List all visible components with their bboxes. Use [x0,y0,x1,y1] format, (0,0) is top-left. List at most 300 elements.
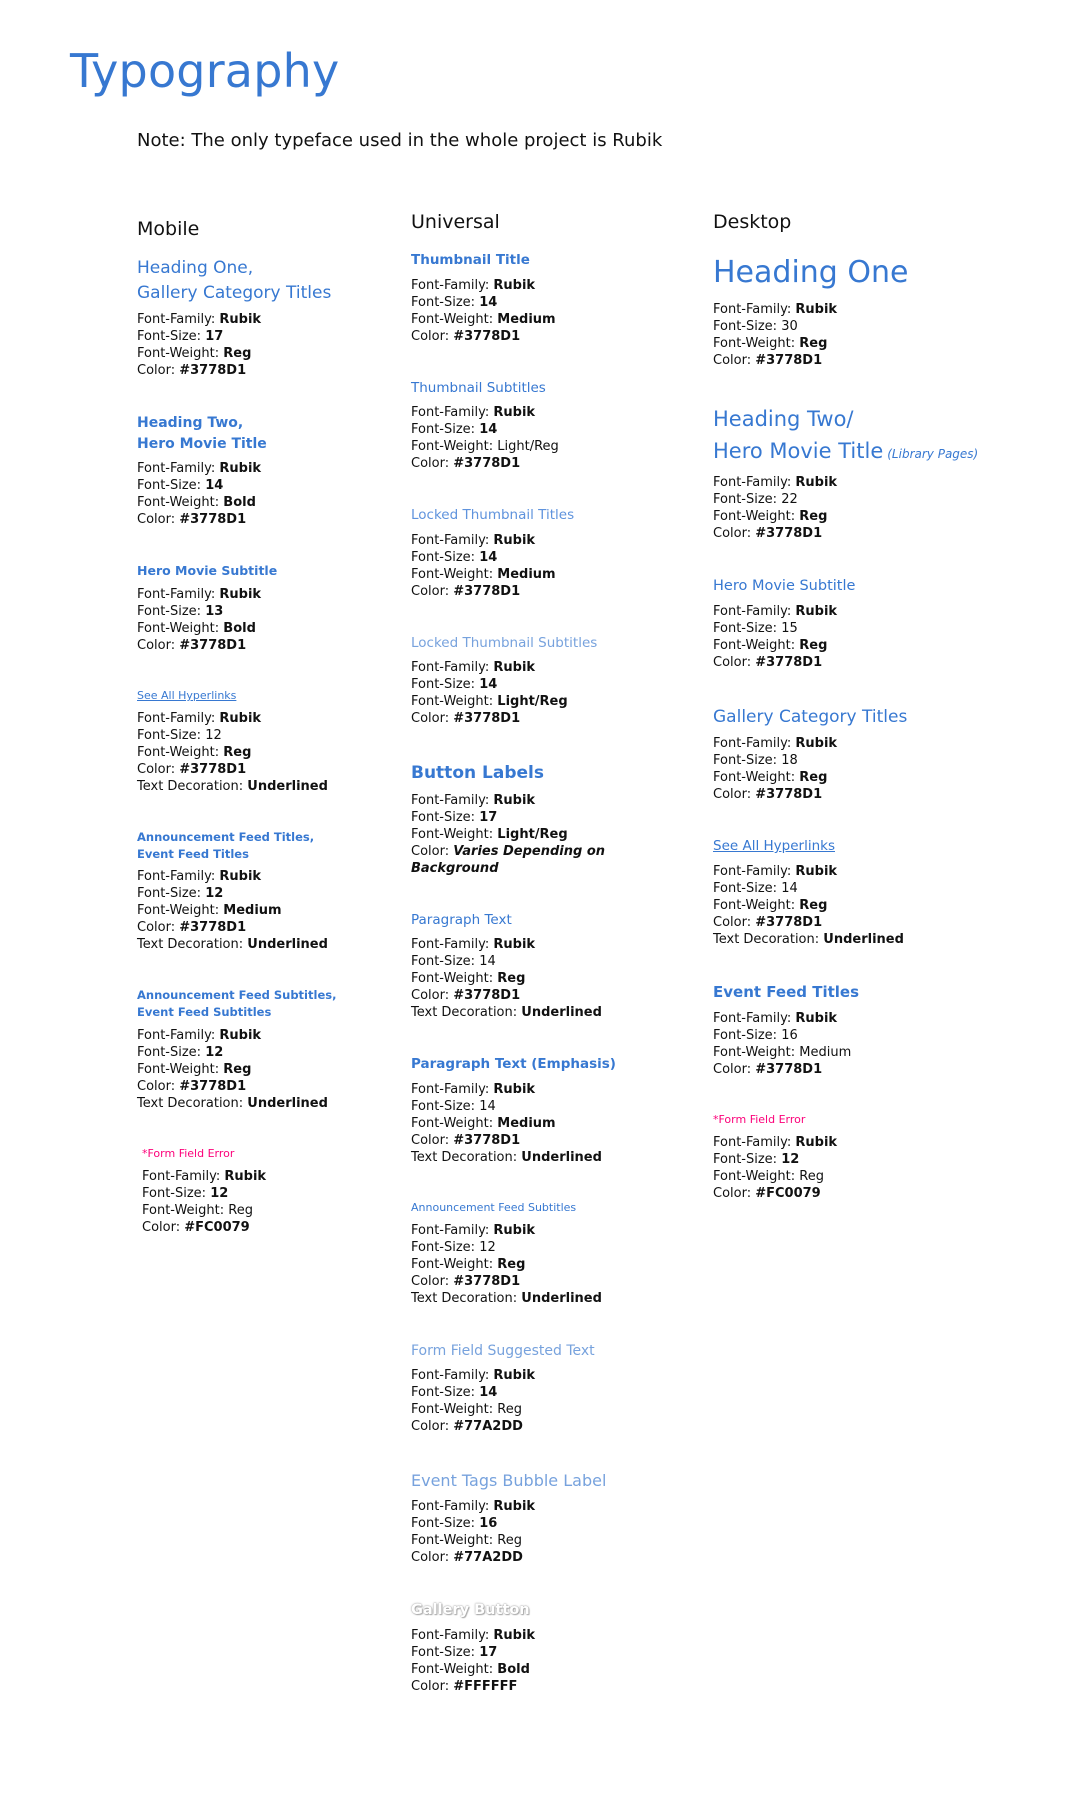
spec-label: Color: [713,525,756,541]
spec-label: Color: [411,583,454,599]
spec-value: 12 [781,1151,800,1167]
spec-value: #3778D1 [453,1133,521,1149]
spec-title-line: Thumbnail Title [411,252,530,268]
spec-line [411,1004,691,1021]
spec-gallery-button [411,1600,691,1695]
spec-line [411,1661,691,1678]
spec-line [137,1078,387,1095]
spec-line [713,752,1053,769]
spec-value: #3778D1 [453,328,521,344]
spec-label: Font-Family: [411,532,494,548]
spec-title [137,829,387,862]
spec-value: #3778D1 [755,787,823,803]
spec-line [713,1027,1053,1044]
spec-label: Color: [713,914,756,930]
spec-value: Underlined [521,1150,602,1166]
spec-line [137,477,387,494]
spec-label: Font-Weight: Reg [411,1533,522,1549]
spec-value: Reg [497,1256,526,1272]
spec-title-line: See All Hyperlinks [137,689,237,702]
spec-line [137,494,387,511]
spec-label: Font-Weight: [137,903,224,919]
spec-line [411,1627,691,1644]
spec-label: Color: [411,843,454,859]
spec-title-line: Event Feed Subtitles [137,1004,272,1019]
spec-label: Font-Size: 16 [713,1027,798,1043]
spec-label: Font-Family: [713,736,796,752]
spec-line [411,421,691,438]
spec-value: #3778D1 [179,920,247,936]
spec-label: Color: [137,511,180,527]
universal-heading: Universal [411,211,500,233]
spec-title [411,506,691,526]
spec-title [411,1055,691,1075]
spec-value: Medium [497,311,556,327]
spec-value: #3778D1 [755,914,823,930]
spec-line [411,693,691,710]
desktop-heading: Desktop [713,211,792,233]
spec-line [411,583,691,600]
spec-value: #3778D1 [179,638,247,653]
spec-line [411,404,691,421]
spec-line [411,1549,691,1566]
spec-title [713,705,1053,730]
spec-value: 14 [479,677,498,693]
spec-line [411,566,691,583]
spec-line [137,710,387,727]
spec-line [713,1151,1053,1168]
spec-value: #3778D1 [179,761,247,777]
spec-line [411,1098,691,1115]
spec-title-line: Gallery Category Titles [137,282,332,303]
spec-mobile-form-error [142,1146,387,1236]
spec-label: Font-Size: 12 [411,1239,496,1255]
spec-value: Varies Depending on Background [411,843,606,876]
spec-label: Font-Size: 15 [713,620,798,636]
spec-line [713,301,1053,318]
spec-label: Text Decoration: [411,1150,522,1166]
spec-value: #3778D1 [179,511,247,527]
spec-title-line: Announcement Feed Subtitles, [137,988,337,1003]
spec-line [713,769,1053,786]
spec-label: Font-Weight: [411,1662,498,1678]
spec-value: Rubik [795,736,838,752]
spec-value: 16 [479,1516,498,1532]
spec-value: Rubik [795,863,838,879]
spec-thumbnail-subtitles [411,379,691,473]
spec-label: Font-Weight: [137,744,224,760]
spec-line [713,880,1053,897]
spec-line [411,294,691,311]
spec-title [142,1146,387,1162]
spec-label: Font-Size: [137,329,206,345]
spec-label: Color: [713,1061,756,1077]
spec-label: Color: [137,1078,180,1094]
spec-line [713,786,1053,803]
spec-line [137,1095,387,1112]
spec-label: Color: [137,761,180,777]
spec-label: Font-Weight: [137,1061,224,1077]
spec-title-line: See All Hyperlinks [713,838,835,855]
spec-label: Text Decoration: [411,1290,522,1306]
spec-label: Font-Size: 22 [713,491,798,507]
spec-value: Reg [799,770,828,786]
spec-value: Rubik [493,532,536,548]
spec-line [713,1134,1053,1151]
spec-line [411,953,691,970]
spec-locked-thumbnail-titles [411,506,691,600]
spec-label: Font-Family: [137,869,220,885]
spec-label: Font-Weight: Reg [713,1168,824,1184]
spec-value: Rubik [795,1010,838,1026]
spec-line [713,335,1053,352]
spec-event-tags [411,1469,691,1566]
spec-label: Color: [411,1133,454,1149]
spec-mobile-heading-two [137,413,387,528]
spec-value: Underlined [247,937,328,953]
spec-value: Rubik [219,587,262,602]
spec-title-note: (Library Pages) [887,447,979,462]
spec-value: Underlined [823,931,904,947]
spec-value: #3778D1 [453,583,521,599]
spec-title [713,982,1053,1004]
spec-line [411,1149,691,1166]
spec-line [137,1061,387,1078]
spec-label: Color: [142,1219,185,1235]
spec-form-suggested [411,1341,691,1435]
spec-line [411,1367,691,1384]
spec-title-line: Event Feed Titles [713,982,860,1001]
spec-label: Text Decoration: [411,1005,522,1021]
spec-label: Text Decoration: [137,937,248,953]
spec-line [411,659,691,676]
spec-value: Rubik [219,312,262,328]
spec-title-line: Announcement Feed Subtitles [411,1201,577,1215]
spec-line [411,1401,691,1418]
spec-value: Reg [223,346,252,362]
spec-value: #3778D1 [755,654,823,670]
spec-line [713,318,1053,335]
spec-title-line: Event Feed Titles [137,846,249,861]
spec-value: 14 [479,294,498,310]
spec-title [137,562,387,580]
spec-value: #3778D1 [755,1061,823,1077]
spec-title-line: Paragraph Text [411,911,512,928]
spec-label: Font-Family: [713,301,796,317]
spec-value: 12 [205,886,224,902]
spec-label: Font-Family: [411,792,494,808]
spec-value: Reg [223,1061,252,1077]
spec-line [713,1168,1053,1185]
spec-label: Font-Size: [137,604,206,619]
spec-line [142,1168,387,1185]
spec-value: 17 [479,809,498,825]
spec-line [137,311,387,328]
spec-label: Font-Weight: [137,346,224,362]
spec-title-line: Hero Movie Subtitle [713,577,856,594]
spec-value: Rubik [219,710,262,726]
spec-label: Font-Family: [411,405,494,421]
spec-value: Rubik [795,474,838,490]
spec-label: Color: [137,638,180,653]
spec-value: Rubik [493,1499,536,1515]
spec-label: Font-Size: [411,422,480,438]
spec-line [411,710,691,727]
spec-desktop-heading-two [713,403,1053,542]
spec-line [411,455,691,472]
spec-value: #FFFFFF [453,1679,518,1695]
spec-line [713,735,1053,752]
spec-line [137,603,387,620]
spec-line [411,549,691,566]
spec-title [137,987,387,1020]
spec-label: Font-Family: [411,937,494,953]
spec-title-line: Heading Two/ [713,406,854,431]
spec-line [411,1256,691,1273]
universal-column [411,211,691,1729]
spec-label: Font-Size: [411,549,480,565]
spec-title-line: Paragraph Text (Emphasis) [411,1056,616,1073]
spec-value: Bold [223,494,256,510]
spec-desktop-event-feed-titles [713,982,1053,1078]
spec-title-line: Gallery Category Titles [713,706,908,727]
spec-line [137,328,387,345]
spec-value: #3778D1 [179,1078,247,1094]
spec-label: Font-Size: 14 [411,1099,496,1115]
spec-value: Light/Reg [497,826,568,842]
spec-label: Font-Family: [411,277,494,293]
spec-title [411,1600,691,1621]
spec-line [137,586,387,603]
spec-line [713,863,1053,880]
spec-line [137,761,387,778]
spec-value: Reg [497,971,526,987]
spec-line [713,1061,1053,1078]
spec-title-line: *Form Field Error [142,1146,235,1160]
spec-value: Rubik [795,1134,838,1150]
spec-line [411,1115,691,1132]
spec-value: Reg [799,508,828,524]
spec-label: Color: [713,1185,756,1201]
spec-label: Font-Weight: [411,566,498,582]
spec-value: Rubik [493,277,536,293]
spec-value: 14 [479,549,498,565]
spec-label: Color: [137,920,180,936]
spec-value: #FC0079 [755,1185,821,1201]
spec-value: Rubik [795,603,838,619]
spec-line [137,1027,387,1044]
spec-title-line: Thumbnail Subtitles [411,379,546,396]
spec-title [411,1341,691,1361]
spec-line [713,474,1053,491]
spec-label: Font-Family: [142,1168,225,1184]
spec-value: #3778D1 [179,363,247,379]
desktop-column [713,211,1053,1236]
spec-line [713,914,1053,931]
spec-title-line: Heading Two, [137,415,244,432]
spec-title-line: Gallery Button [411,1602,530,1619]
spec-title [411,1469,691,1492]
spec-label: Font-Weight: [713,770,800,786]
spec-title [713,576,1053,597]
spec-line [411,277,691,294]
spec-line [713,897,1053,914]
spec-line [411,843,691,877]
spec-line [713,1010,1053,1027]
spec-value: Medium [497,1116,556,1132]
spec-line [411,1418,691,1435]
spec-line [411,1498,691,1515]
spec-value: #77A2DD [453,1550,523,1566]
spec-line [137,885,387,902]
spec-value: Underlined [247,1095,328,1111]
spec-value: Rubik [493,1082,536,1098]
spec-title-line: Hero Movie Title [137,435,267,452]
spec-line [142,1202,387,1219]
spec-line [137,1044,387,1061]
spec-value: Reg [799,335,828,351]
spec-line [411,1515,691,1532]
spec-title [137,413,387,454]
spec-line [713,491,1053,508]
spec-label: Color: [411,711,454,727]
spec-label: Font-Weight: Medium [713,1044,852,1060]
spec-value: Rubik [493,1628,536,1644]
spec-mobile-heading-one [137,256,387,379]
spec-label: Font-Weight: [411,694,498,710]
spec-label: Color: [411,1550,454,1566]
spec-line [713,508,1053,525]
spec-line [411,311,691,328]
spec-value: 12 [210,1185,229,1201]
spec-value: 14 [479,1385,498,1401]
spec-label: Font-Weight: [411,311,498,327]
spec-line [411,1532,691,1549]
spec-label: Font-Weight: [137,621,224,636]
spec-label: Font-Size: [411,677,480,693]
spec-line [411,1678,691,1695]
spec-title-line: Announcement Feed Titles, [137,829,315,844]
spec-label: Color: [411,456,454,472]
spec-line [713,525,1053,542]
spec-value: Rubik [493,1222,536,1238]
spec-line [137,902,387,919]
spec-line [411,1081,691,1098]
spec-value: Rubik [795,301,838,317]
spec-value: #3778D1 [453,1273,521,1289]
spec-paragraph-emphasis [411,1055,691,1166]
spec-label: Font-Size: 18 [713,753,798,769]
spec-label: Font-Family: [713,603,796,619]
spec-title [411,634,691,654]
spec-line [137,345,387,362]
spec-label: Font-Family: [713,1010,796,1026]
spec-label: Font-Family: [713,474,796,490]
spec-title [713,251,1053,295]
spec-value: Bold [223,621,256,636]
spec-line [137,511,387,528]
spec-paragraph-text [411,911,691,1022]
spec-line [411,792,691,809]
spec-label: Font-Weight: [411,971,498,987]
spec-mobile-hero-subtitle [137,562,387,654]
spec-desktop-hero-subtitle [713,576,1053,671]
spec-label: Font-Family: [137,312,220,328]
mobile-heading: Mobile [137,218,200,240]
spec-label: Font-Size: 30 [713,318,798,334]
spec-mobile-see-all [137,688,387,795]
spec-line [411,1290,691,1307]
spec-line [411,1239,691,1256]
spec-mobile-announcement-titles [137,829,387,953]
spec-label: Font-Size: [713,1151,782,1167]
spec-label: Color: [713,787,756,803]
spec-line [411,438,691,455]
spec-label: Font-Weight: [713,508,800,524]
spec-label: Font-Family: [137,587,220,602]
spec-label: Font-Family: [411,1499,494,1515]
spec-value: Light/Reg [497,694,568,710]
spec-line [137,919,387,936]
spec-label: Font-Size: [411,294,480,310]
spec-label: Color: [411,328,454,344]
spec-line [137,362,387,379]
spec-label: Font-Size: [137,1044,206,1060]
spec-label: Font-Weight: Reg [142,1202,253,1218]
spec-label: Color: [713,654,756,670]
spec-label: Font-Family: [137,460,220,476]
spec-title-line: Locked Thumbnail Subtitles [411,634,598,651]
spec-title [713,1112,1053,1128]
spec-label: Font-Family: [411,660,494,676]
spec-label: Font-Weight: [411,826,498,842]
spec-label: Font-Weight: [713,897,800,913]
spec-value: Medium [497,566,556,582]
spec-line [411,1273,691,1290]
spec-label: Font-Family: [411,1628,494,1644]
spec-label: Color: [411,1273,454,1289]
spec-title [411,379,691,399]
spec-label: Font-Family: [137,1027,220,1043]
spec-value: #3778D1 [453,988,521,1004]
spec-label: Font-Family: [411,1368,494,1384]
spec-value: Rubik [493,1368,536,1384]
spec-line [137,620,387,637]
spec-title-line: Event Tags Bubble Label [411,1471,607,1491]
spec-line [713,352,1053,369]
spec-label: Font-Size: [411,809,480,825]
spec-label: Color: [713,352,756,368]
spec-button-labels [411,761,691,877]
spec-label: Text Decoration: [137,1095,248,1111]
spec-line [411,1132,691,1149]
spec-line [411,1384,691,1401]
spec-label: Font-Family: [411,1222,494,1238]
spec-line [713,603,1053,620]
spec-value: 12 [205,1044,224,1060]
spec-desktop-heading-one [713,251,1053,369]
spec-line [137,868,387,885]
spec-line [411,970,691,987]
spec-title [411,1200,691,1216]
spec-value: 14 [479,422,498,438]
spec-locked-thumbnail-subtitles [411,634,691,728]
spec-label: Font-Weight: [411,1116,498,1132]
spec-line [142,1219,387,1236]
spec-value: Underlined [521,1290,602,1306]
spec-value: Medium [223,903,282,919]
spec-label: Color: [411,1679,454,1695]
